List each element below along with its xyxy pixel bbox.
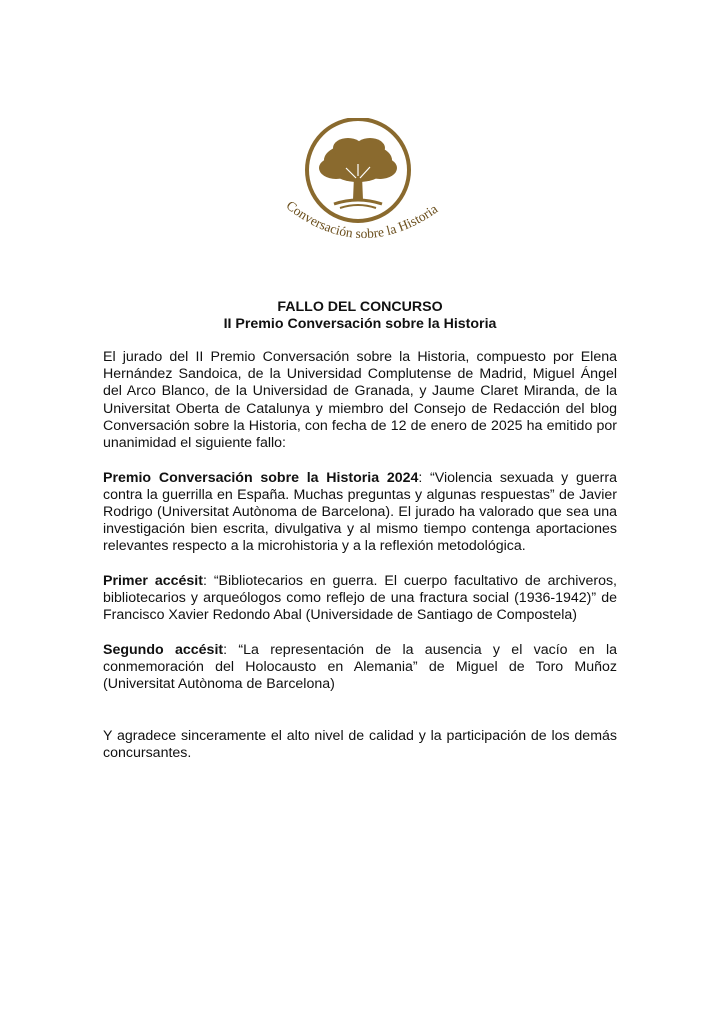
logo-text: Conversación sobre la Historia: [283, 197, 441, 242]
prize-text: : “Violencia sexuada y guerra contra la guerrilla en España. Muchas preguntas y algunas respuestas” de Javier Rodrigo (Universitat Autònoma de Barcelona). El jurado ha valorado que sea una investigación bien escrita, divulgativa y al mismo tiempo contenga aportaciones relevantes respecto a la microhistoria y a la reflexión metodológica.: [103, 469, 618, 555]
title-block: [0, 299, 720, 333]
prize-paragraph-accesit-1: [103, 573, 617, 625]
intro-paragraph: El jurado del II Premio Conversación sobre la Historia, compuesto por Elena Hernández Sandoica, de la Universidad Complutense de Madrid, Miguel Ángel del Arco Blanco, de la Universidad de Granada, y Jaume Claret Miranda, de la Universitat Oberta de Catalunya y miembro del Consejo de Redacción del blog Conversación sobre la Historia, con fecha de 12 de enero de 2025 ha emitido por unanimidad el siguiente fallo:: [103, 349, 617, 452]
tree-logo-icon: [270, 118, 450, 258]
page-title: FALLO DEL CONCURSO: [277, 299, 443, 315]
prize-paragraph-accesit-2: [103, 642, 617, 694]
page-subtitle: II Premio Conversación sobre la Historia: [223, 316, 497, 332]
prize-text: : “Bibliotecarios en guerra. El cuerpo facultativo de archiveros, bibliotecarios y arqueólogos como reflejo de una fractura social (1936-1942)” de Francisco Xavier Redondo Abal (Universidade de Santiago de Compostela): [103, 573, 618, 624]
logo: [270, 118, 450, 258]
prize-label: Premio Conversación sobre la Historia 2024: [103, 469, 419, 486]
document-body: [103, 349, 617, 779]
closing-paragraph: Y agradece sinceramente el alto nivel de calidad y la participación de los demás concursantes.: [103, 727, 617, 761]
prize-text: : “La representación de la ausencia y el vacío en la conmemoración del Holocausto en Alemania” de Miguel de Toro Muñoz (Universitat Autònoma de Barcelona): [103, 642, 618, 693]
prize-label: Segundo accésit: [103, 642, 224, 659]
prize-label: Primer accésit: [103, 573, 203, 590]
prize-paragraph-first: [103, 470, 617, 556]
